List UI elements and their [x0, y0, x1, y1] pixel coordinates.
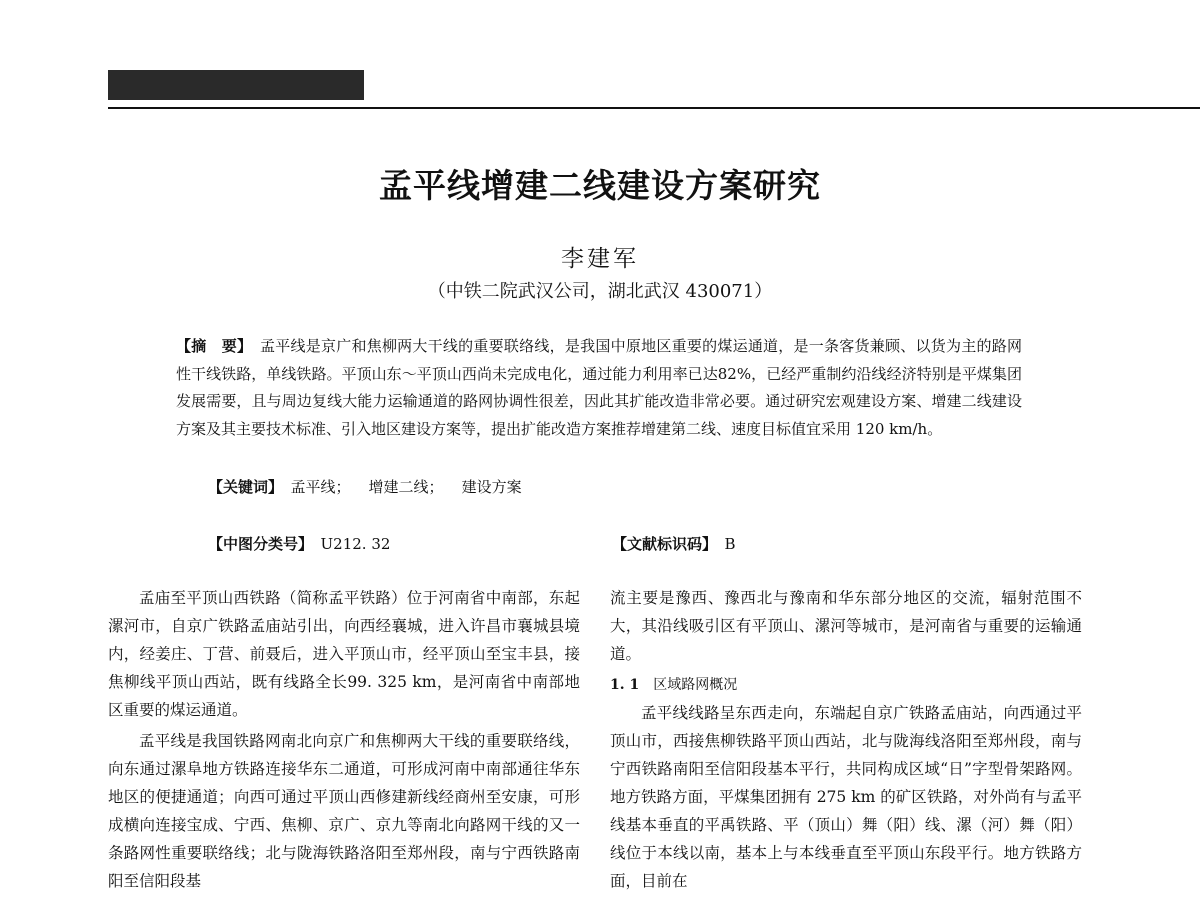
classification-label: 【中图分类号】 — [208, 535, 306, 553]
author-name: 李建军 — [561, 246, 639, 272]
body-column-left — [108, 584, 580, 898]
classification-number — [208, 533, 390, 554]
paper-title: 孟平线增建二线建设方案研究 — [379, 166, 821, 205]
section-number: 1. 1 — [610, 677, 640, 693]
header-rule — [108, 107, 1200, 109]
body-paragraph: 孟平线是我国铁路网南北向京广和焦柳两大干线的重要联络线，向东通过漯阜地方铁路连接华东二通道，可形成河南中南部通往华东地区的便捷通道；向西可通过平顶山西修建新线经商州至安康，可形成横向连接宝成、宁西、焦柳、京广、京九等南北向路网干线的又一条路网性重要联络线；北与陇海铁路洛阳至郑州段，南与宁西铁路南阳至信阳段基 — [108, 732, 580, 890]
document-code-label: 【文献标识码】 — [612, 535, 710, 553]
body-paragraph: 孟庙至平顶山西铁路（简称孟平铁路）位于河南省中南部，东起漯河市，自京广铁路孟庙站引出，向西经襄城，进入许昌市襄城县境内，经姜庄、丁营、前聂后，进入平顶山市，经平顶山至宝丰县，接焦柳线平顶山西站，既有线路全长99. 325 km，是河南省中南部地区重要的煤运通道。 — [108, 589, 580, 719]
body-paragraph: 孟平线线路呈东西走向，东端起自京广铁路孟庙站，向西通过平顶山市，西接焦柳铁路平顶山西站，北与陇海线洛阳至郑州段，南与宁西铁路南阳至信阳段基本平行，共同构成区域“日”字型骨架路网。地方铁路方面，平煤集团拥有 275 km 的矿区铁路，对外尚有与孟平线基本垂直的平禹铁路、平（顶山）舞（阳）线、漯（河）舞（阳）线位于本线以南，基本上与本线垂直至平顶山东段平行。地方铁路方面，目前在 — [610, 704, 1082, 890]
body-column-right — [610, 584, 1082, 898]
keyword-item: 增建二线； — [368, 478, 444, 496]
abstract-text: 孟平线是京广和焦柳两大干线的重要联络线，是我国中原地区重要的煤运通道，是一条客货兼顾、以货为主的路网性干线铁路，单线铁路。平顶山东～平顶山西尚未完成电化，通过能力利用率已达82%，已经严重制约沿线经济特别是平煤集团发展需要，且与周边复线大能力运输通道的路网协调性很差，因此其扩能改造非常必要。通过研究宏观建设方案、增建二线建设方案及其主要技术标准、引入地区建设方案等，提出扩能改造方案推荐增建第二线、速度目标值宜采用 120 km/h。 — [176, 337, 1022, 438]
body-paragraph: 流主要是豫西、豫西北与豫南和华东部分地区的交流，辐射范围不大，其沿线吸引区有平顶山、漯河等城市，是河南省与重要的运输通道。 — [610, 589, 1082, 663]
abstract — [176, 333, 1022, 443]
journal-header-bar — [108, 70, 364, 100]
keywords — [208, 476, 522, 497]
section-heading — [610, 671, 1082, 699]
document-code-value: B — [724, 535, 736, 553]
author-affiliation: （中铁二院武汉公司，湖北武汉 430071） — [427, 281, 773, 302]
keywords-label: 【关键词】 — [208, 478, 276, 496]
section-title: 区域路网概况 — [653, 677, 738, 693]
keyword-item: 孟平线； — [290, 478, 351, 496]
document-code — [612, 533, 736, 554]
keyword-item: 建设方案 — [461, 478, 522, 496]
classification-value: U212. 32 — [320, 535, 391, 553]
abstract-label: 【摘 要】 — [176, 337, 245, 355]
